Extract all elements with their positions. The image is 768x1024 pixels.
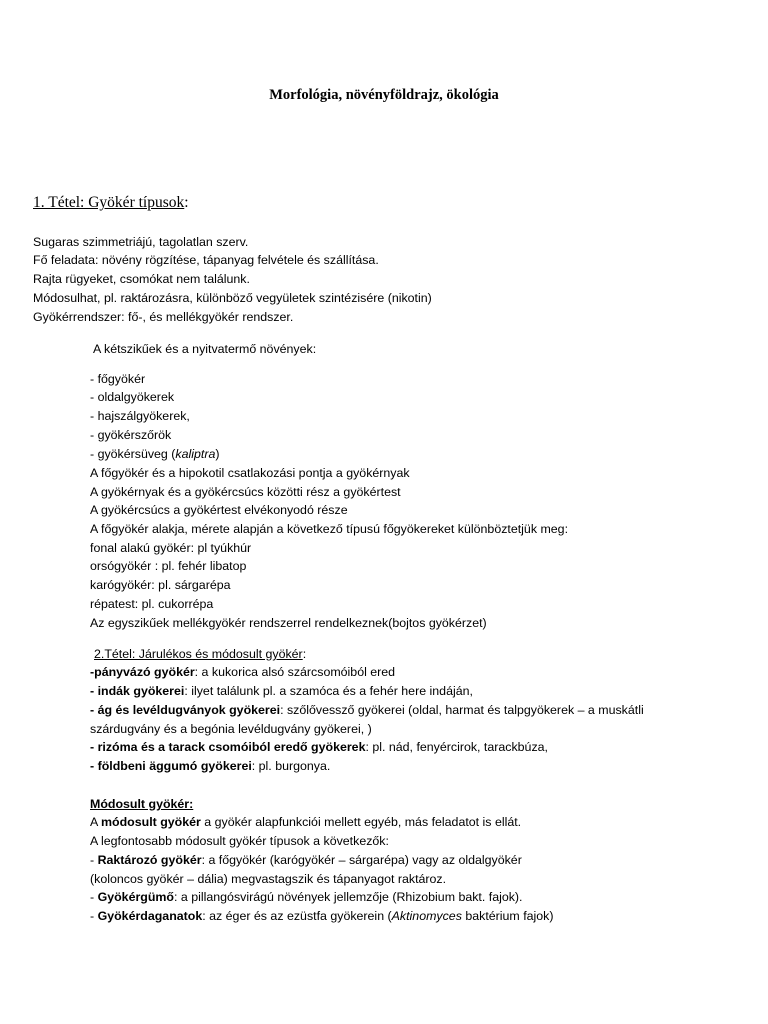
- item-term: - földbeni äggumó gyökerei: [90, 759, 252, 773]
- line-text: (koloncos gyökér – dália) megvastagszik és tápanyagot raktároz.: [90, 872, 447, 886]
- section-2-item: [90, 683, 473, 699]
- dicots-text-line: fonal alakú gyökér: pl tyúkhúr: [90, 541, 252, 555]
- item-text: : pl. burgonya.: [251, 759, 331, 773]
- line-tail: baktérium fajok): [461, 909, 554, 923]
- line-prefix: -: [90, 909, 98, 923]
- dicots-list-item: [90, 446, 220, 462]
- section-1-heading-text: 1. Tétel: Gyökér típusok: [33, 194, 185, 211]
- line-text: A legfontosabb módosult gyökér típusok a következők:: [90, 834, 389, 848]
- section-2-item: [90, 758, 330, 774]
- intro-line: Sugaras szimmetriájú, tagolatlan szerv.: [33, 235, 249, 249]
- section-2-item: [90, 702, 644, 718]
- line-prefix: A: [90, 815, 102, 829]
- section-2-heading: [94, 646, 306, 662]
- dicots-list-item: - főgyökér: [90, 372, 146, 386]
- dicots-text-line: Az egyszikűek mellékgyökér rendszerrel rendelkeznek(bojtos gyökérzet): [90, 616, 487, 630]
- dicots-list-item: - gyökérszőrök: [90, 428, 172, 442]
- dicots-text-line: karógyökér: pl. sárgarépa: [90, 578, 231, 592]
- line-text: : a főgyökér (karógyökér – sárgarépa) vagy az oldalgyökér: [201, 853, 522, 867]
- section-2-item: [90, 664, 395, 680]
- intro-line: Gyökérrendszer: fő-, és mellékgyökér rendszer.: [33, 310, 294, 324]
- item-term: - ág és levéldugványok gyökerei: [90, 703, 281, 717]
- item-text: szárdugvány és a begónia levéldugvány gyökerei, ): [90, 722, 372, 736]
- list-item-text: - gyökérsüveg (: [90, 447, 176, 461]
- dicots-list-item: - oldalgyökerek: [90, 390, 175, 404]
- dicots-text-line: A főgyökér és a hipokotil csatlakozási pontja a gyökérnyak: [90, 466, 410, 480]
- section-3-line: [90, 814, 521, 830]
- line-text: a gyökér alapfunkciói mellett egyéb, más feladatot is ellát.: [200, 815, 522, 829]
- item-text: : szőlővessző gyökerei (oldal, harmat és talpgyökerek – a muskátli: [280, 703, 644, 717]
- section-3-line: [90, 889, 523, 905]
- dicots-heading: A kétszikűek és a nyitvatermő növények:: [93, 342, 317, 356]
- section-2-heading-colon: :: [302, 647, 307, 661]
- dicots-text-line: répatest: pl. cukorrépa: [90, 597, 214, 611]
- section-1-heading-colon: :: [184, 194, 189, 211]
- section-3-line: [90, 908, 554, 924]
- line-term: módosult gyökér: [101, 815, 201, 829]
- intro-line: Rajta rügyeket, csomókat nem találunk.: [33, 272, 250, 286]
- intro-line: Módosulhat, pl. raktározásra, különböző vegyületek szintézisére (nikotin): [33, 291, 432, 305]
- line-text: : az éger és az ezüstfa gyökerein (: [202, 909, 392, 923]
- dicots-text-line: A főgyökér alakja, mérete alapján a következő típusú főgyökereket különböztetjük meg:: [90, 522, 569, 536]
- line-term: Gyökérdaganatok: [97, 909, 203, 923]
- item-text: : a kukorica alsó szárcsomóiból ered: [194, 665, 396, 679]
- item-text: : ilyet találunk pl. a szamóca és a fehér here indáján,: [184, 684, 473, 698]
- dicots-text-line: A gyökércsúcs a gyökértest elvékonyodó része: [90, 503, 348, 517]
- section-2-item: [90, 721, 372, 737]
- section-3-line: [90, 833, 389, 849]
- aktinomyces-term: Aktinomyces: [391, 909, 462, 923]
- close-paren: ): [215, 447, 220, 461]
- line-term: Gyökérgümő: [97, 890, 175, 904]
- section-3-line: [90, 871, 446, 887]
- item-term: - rizóma és a tarack csomóiból eredő gyökerek: [90, 740, 366, 754]
- dicots-text-line: orsógyökér : pl. fehér libatop: [90, 559, 247, 573]
- section-1-heading: [33, 194, 189, 212]
- line-text: : a pillangósvirágú növények jellemzője (Rhizobium bakt. fajok).: [174, 890, 523, 904]
- section-2-item: [90, 739, 548, 755]
- dicots-text-line: A gyökérnyak és a gyökércsúcs közötti rész a gyökértest: [90, 485, 401, 499]
- section-3-heading: Módosult gyökér:: [90, 797, 194, 811]
- line-term: Raktározó gyökér: [97, 853, 202, 867]
- line-prefix: -: [90, 853, 98, 867]
- kaliptra-term: kaliptra: [175, 447, 216, 461]
- item-term: - indák gyökerei: [90, 684, 185, 698]
- dicots-list-item: - hajszálgyökerek,: [90, 409, 190, 423]
- document-title: Morfológia, növényföldrajz, ökológia: [269, 87, 499, 103]
- line-prefix: -: [90, 890, 98, 904]
- intro-line: Fő feladata: növény rögzítése, tápanyag felvétele és szállítása.: [33, 253, 379, 267]
- item-text: : pl. nád, fenyércirok, tarackbúza,: [365, 740, 548, 754]
- section-2-heading-text: 2.Tétel: Járulékos és módosult gyökér: [94, 647, 303, 661]
- section-3-line: [90, 852, 522, 868]
- item-term: -pányvázó gyökér: [90, 665, 195, 679]
